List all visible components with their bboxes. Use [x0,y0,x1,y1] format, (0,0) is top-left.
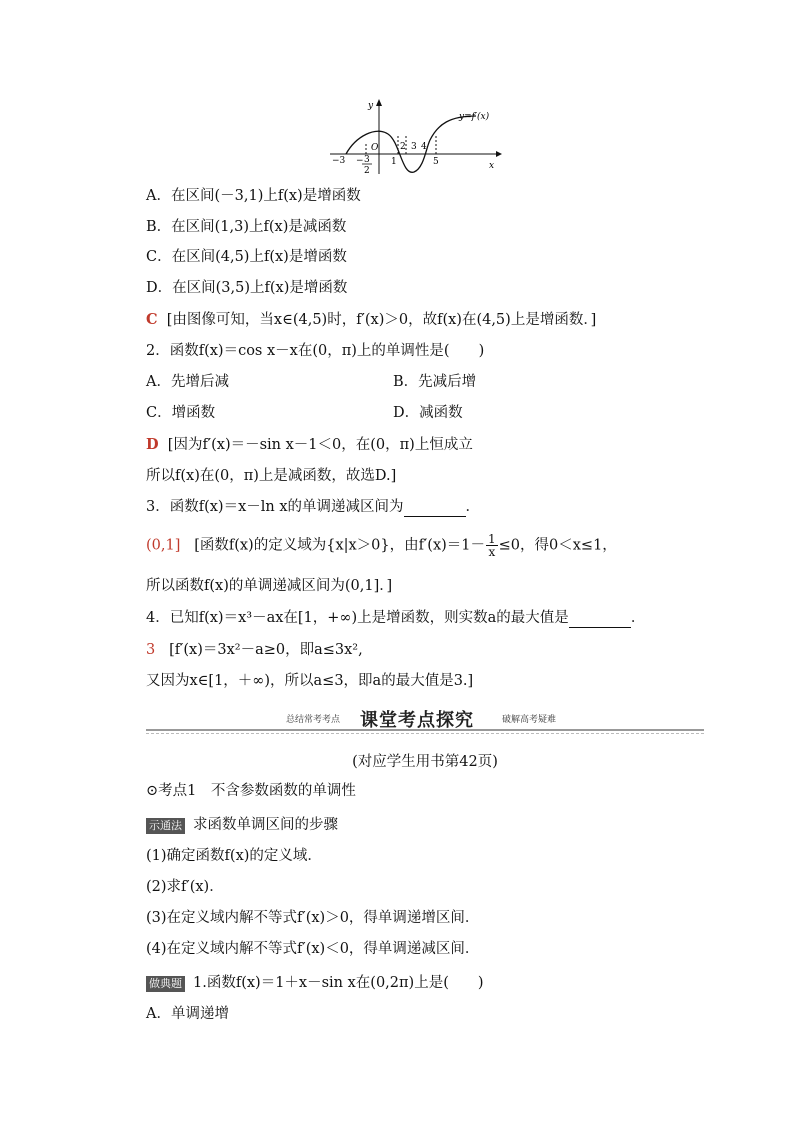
graph-curve-label: y=f′(x) [459,112,490,122]
method-step-1: (1)确定函数f(x)的定义域． [146,848,322,864]
banner-left: 总结常考考点 [286,715,341,725]
q3-frac-den: x [488,545,496,559]
example-option-a: A．单调递增 [146,1006,229,1022]
q3-answer [146,533,617,558]
q4-explanation-2: 又因为x∈[1，＋∞)，所以a≤3，即a的最大值是3.] [146,673,474,689]
graph-tick: 2 [400,142,406,152]
key-point-1: ⊙考点1 不含参数函数的单调性 [146,783,356,799]
method-heading [146,815,338,835]
derivative-graph [326,96,506,176]
method-title: 求函数单调区间的步骤 [193,817,338,833]
q2-option-a: A．先增后减 [146,374,229,390]
q2-option-c: C．增函数 [146,405,216,421]
q3-frac-num: 1 [488,532,496,546]
q2-explanation: [因为f′(x)＝－sin x－1＜0，在(0，π)上恒成立 [167,437,473,453]
method-tag: 示通法 [146,818,185,834]
q4-stem-text: 4．已知f(x)＝x³－ax在[1，+∞)上是增函数，则实数a的最大值是 [146,610,569,626]
banner-right: 破解高考疑难 [502,715,557,725]
q2-option-d: D．减函数 [393,405,463,421]
q3-stem [146,497,480,517]
example-heading [146,973,484,993]
banner-title: 课堂考点探究 [360,710,474,731]
q4-explanation: [f′(x)＝3x²－a≥0，即a≤3x², [169,642,363,658]
q3-explanation-2: 所以函数f(x)的单调递减区间为(0,1]．] [146,578,393,594]
method-step-4: (4)在定义域内解不等式f′(x)＜0，得单调递减区间． [146,941,480,957]
q3-explanation: [函数f(x)的定义域为{x|x＞0}，由f′(x)＝1－ [194,537,486,554]
q3-answer-value: (0,1] [146,537,181,554]
graph-frac-den: 2 [364,166,370,176]
graph-origin: O [371,143,379,153]
q3-explanation-b: ≤0，得0＜x≤1， [498,537,617,554]
q1-option-d: D．在区间(3,5)上f(x)是增函数 [146,280,348,296]
q1-option-c: C．在区间(4,5)上f(x)是增函数 [146,249,347,265]
graph-frac-sign: − [356,156,364,166]
textbook-reference: (对应学生用书第42页) [352,754,498,770]
q1-explanation: [由图像可知，当x∈(4,5)时，f′(x)＞0，故f(x)在(4,5)上是增函数．] [166,312,597,328]
q1-option-a: A．在区间(－3,1)上f(x)是增函数 [146,188,361,204]
q2-explanation-2: 所以f(x)在(0，π)上是减函数，故选D.] [146,468,397,484]
graph-frac-num: 3 [364,155,370,165]
graph-tick: 4 [421,142,427,152]
q1-option-b: B．在区间(1,3)上f(x)是减函数 [146,219,347,235]
graph-tick: −3 [332,156,346,166]
q4-answer-value: 3 [146,642,156,658]
q3-stem-end: ． [465,499,481,515]
q2-answer [146,435,473,455]
graph-y-label: y [368,101,374,111]
q2-stem: 2．函数f(x)＝cos x－x在(0，π)上的单调性是( ) [146,343,485,359]
q3-blank [404,502,466,517]
graph-tick: 3 [411,142,417,152]
graph-tick: 1 [391,157,397,167]
q3-fraction [486,533,498,558]
method-step-3: (3)在定义域内解不等式f′(x)＞0，得单调递增区间． [146,910,480,926]
q1-answer-letter: C [146,311,158,328]
method-step-2: (2)求f′(x)． [146,879,224,895]
q4-blank [569,613,631,628]
q1-answer [146,310,596,330]
section-banner [146,706,704,732]
q4-answer [146,640,363,660]
graph-tick: 5 [433,157,439,167]
q2-option-b: B．先减后增 [393,374,477,390]
q4-stem [146,608,645,628]
example-stem: 1.函数f(x)＝1＋x－sin x在(0,2π)上是( ) [193,975,484,991]
graph-x-label: x [489,161,495,171]
example-tag: 做典题 [146,976,185,992]
q2-answer-letter: D [146,436,159,453]
q4-stem-end: ． [630,610,646,626]
q3-stem-text: 3．函数f(x)＝x－ln x的单调递减区间为 [146,499,404,515]
